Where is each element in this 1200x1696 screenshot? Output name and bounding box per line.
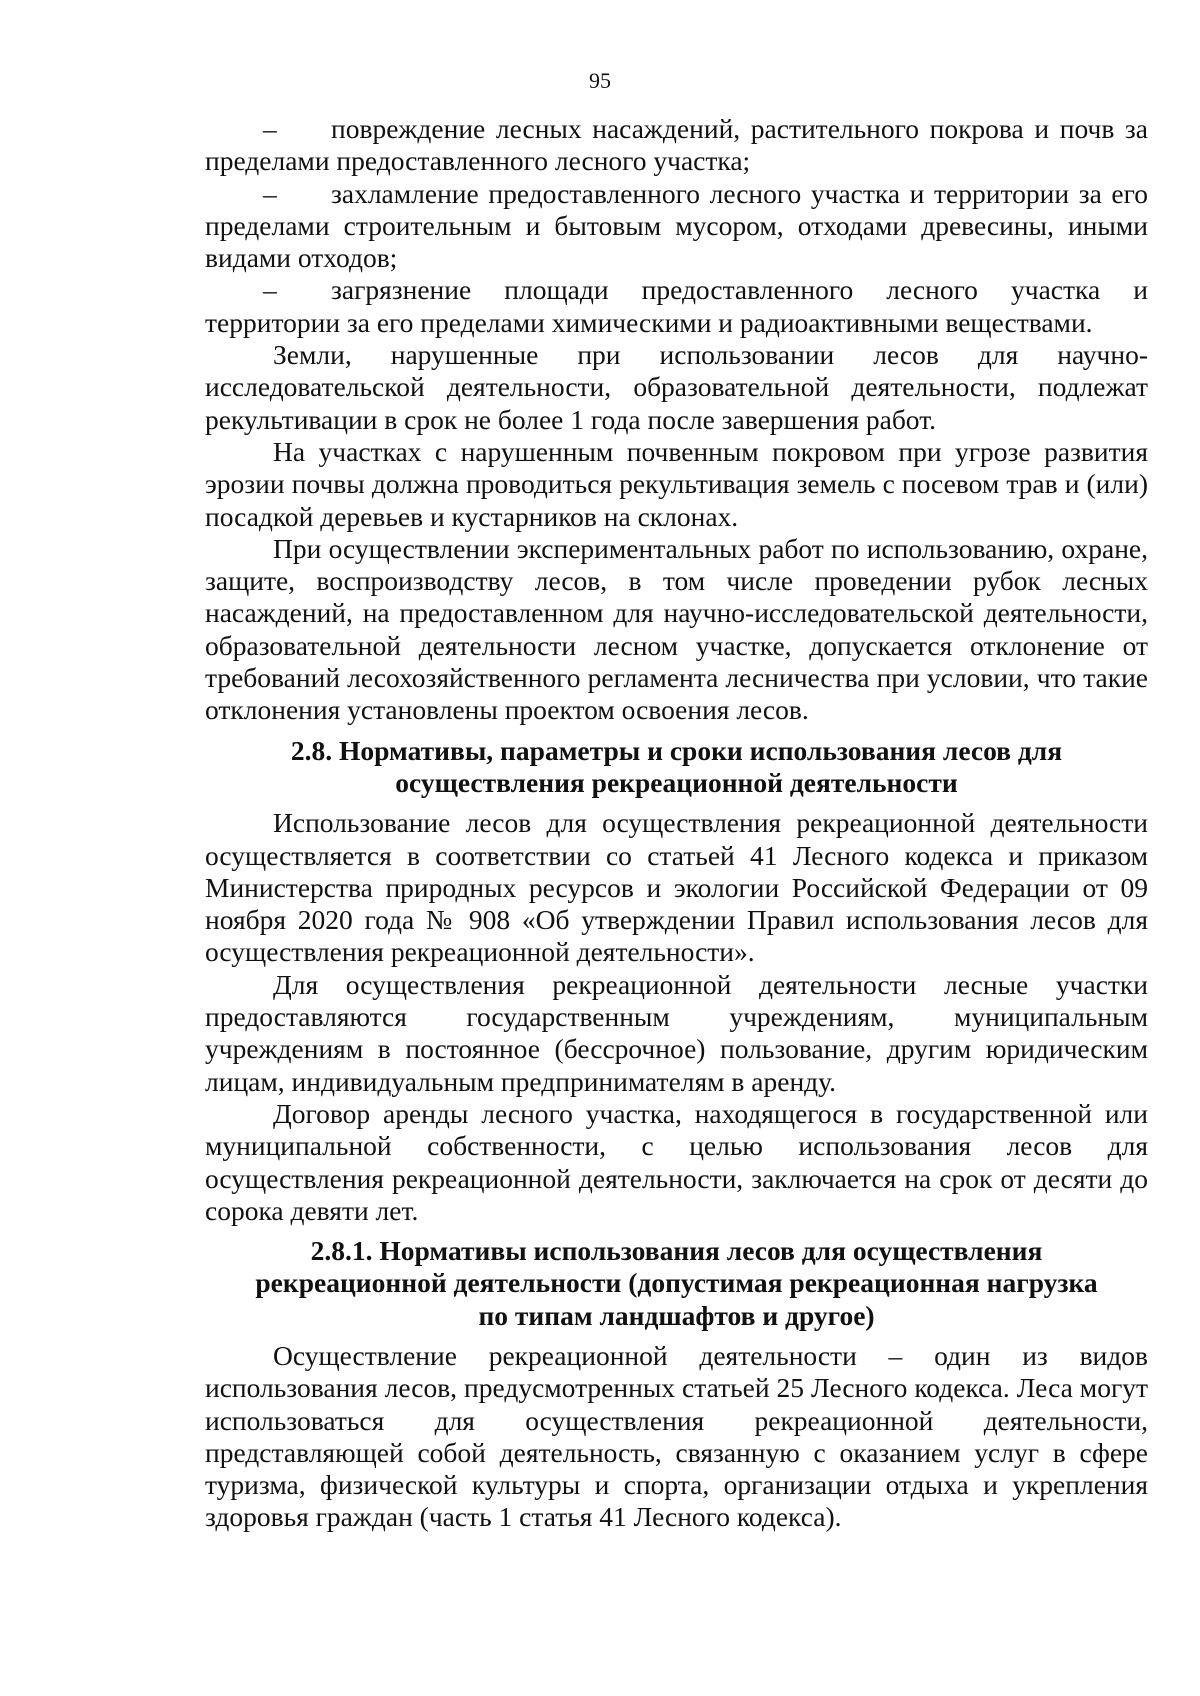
- bullet-dash: –: [263, 177, 277, 209]
- list-item-text: загрязнение площади предоставленного лесного участка и территории за его пределами химическими и радиоактивными веществами.: [205, 274, 1148, 338]
- paragraph: Осуществление рекреационной деятельности – один из видов использования лесов, предусмотренных статьей 25 Лесного кодекса. Леса могут использоваться для осуществления рекреационной деятельности, представляющей собой деятельность, связанную с оказанием услуг в сфере туризма, физической культуры и спорта, организации отдыха и укрепления здоровья граждан (часть 1 статья 41 Лесного кодекса).: [205, 1339, 1148, 1533]
- list-item-text: захламление предоставленного лесного участка и территории за его пределами строительным и бытовым мусором, отходами древесины, иными видами отходов;: [205, 177, 1148, 274]
- paragraph: Земли, нарушенные при использовании лесов для научно-исследовательской деятельности, образовательной деятельности, подлежат рекультивации в срок не более 1 года после завершения работ.: [205, 339, 1148, 435]
- bullet-dash: –: [263, 274, 277, 306]
- paragraph: При осуществлении экспериментальных работ по использованию, охране, защите, воспроизводству лесов, в том числе проведении рубок лесных насаждений, на предоставленном для научно-исследовательской деятельности, образовательной деятельности лесном участке, допускается отклонение от требований лесохозяйственного регламента лесничества при условии, что такие отклонения установлены проектом освоения лесов.: [205, 532, 1148, 726]
- paragraph: На участках с нарушенным почвенным покровом при угрозе развития эрозии почвы должна проводиться рекультивация земель с посевом трав и (или) посадкой деревьев и кустарников на склонах.: [205, 435, 1148, 532]
- section-heading-2-8: 2.8. Нормативы, параметры и сроки использования лесов для осуществления рекреационной деятельности: [290, 734, 1063, 798]
- page-number: 95: [589, 68, 611, 93]
- paragraph: Для осуществления рекреационной деятельности лесные участки предоставляются государственным учреждениям, муниципальным учреждениям в постоянное (бессрочное) пользование, другим юридическим лицам, индивидуальным предпринимателям в аренду.: [205, 968, 1148, 1097]
- paragraph: Использование лесов для осуществления рекреационной деятельности осуществляется в соответствии со статьей 41 Лесного кодекса и приказом Министерства природных ресурсов и экологии Российской Федерации от 09 ноября 2020 года № 908 «Об утверждении Правил использования лесов для осуществления рекреационной деятельности».: [205, 807, 1148, 968]
- section-heading-2-8-1: 2.8.1. Нормативы использования лесов для осуществления рекреационной деятельности (допустимая рекреационная нагрузка по типам ландшафтов и другое): [255, 1235, 1098, 1331]
- paragraph: Договор аренды лесного участка, находящегося в государственной или муниципальной собственности, с целью использования лесов для осуществления рекреационной деятельности, заключается на срок от десяти до сорока девяти лет.: [205, 1097, 1148, 1226]
- list-item: [205, 178, 1148, 275]
- list-item: [205, 274, 1148, 339]
- document-body: [205, 113, 1148, 1534]
- list-item-text: повреждение лесных насаждений, растительного покрова и почв за пределами предоставленного лесного участка;: [205, 113, 1148, 177]
- bullet-dash: –: [263, 113, 277, 144]
- list-item: [205, 113, 1148, 178]
